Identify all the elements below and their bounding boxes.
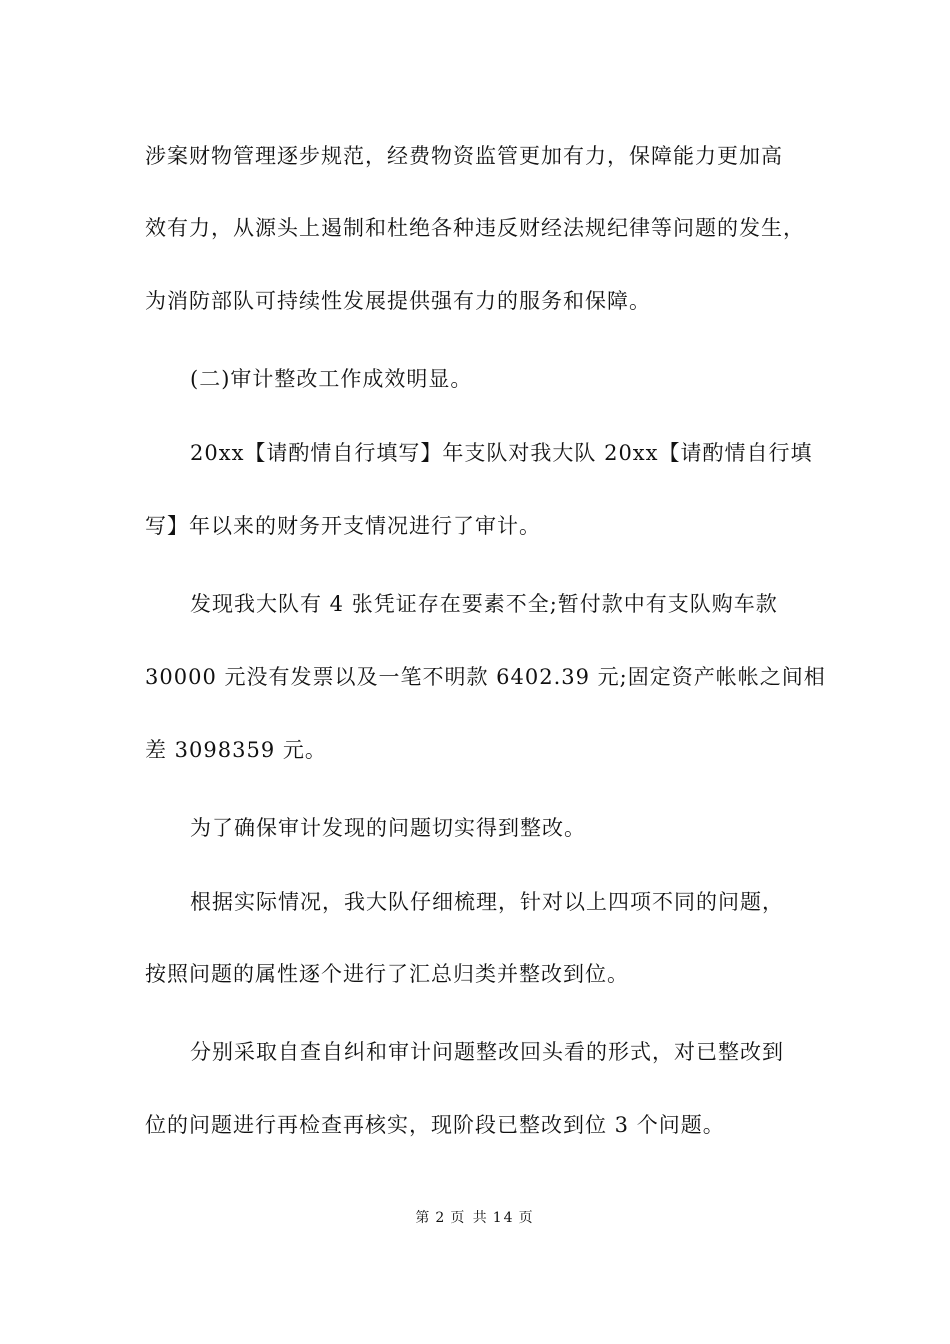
footer-middle: 页 共 — [450, 1210, 489, 1226]
page-footer — [0, 1208, 950, 1228]
text-line: 20xx【请酌情自行填写】年支队对我大队 20xx【请酌情自行填 — [190, 441, 813, 465]
footer-total-pages: 14 — [492, 1210, 515, 1226]
text-line: 分别采取自查自纠和审计问题整改回头看的形式，对已整改到 — [190, 1040, 784, 1064]
text-line: 为消防部队可持续性发展提供强有力的服务和保障。 — [145, 289, 651, 313]
text-line: 涉案财物管理逐步规范，经费物资监管更加有力，保障能力更加高 — [145, 144, 783, 168]
text-line: 位的问题进行再检查再核实，现阶段已整改到位 3 个问题。 — [145, 1113, 725, 1137]
text-line: 根据实际情况，我大队仔细梳理，针对以上四项不同的问题， — [190, 890, 784, 914]
footer-prefix: 第 — [415, 1210, 432, 1226]
text-line: 按照问题的属性逐个进行了汇总归类并整改到位。 — [145, 962, 629, 986]
text-line: 差 3098359 元。 — [145, 738, 327, 762]
text-line: 30000 元没有发票以及一笔不明款 6402.39 元;固定资产帐帐之间相 — [145, 665, 826, 689]
footer-suffix: 页 — [518, 1210, 535, 1226]
text-line: 写】年以来的财务开支情况进行了审计。 — [145, 514, 541, 538]
section-heading: (二)审计整改工作成效明显。 — [190, 367, 473, 391]
text-line: 效有力，从源头上遏制和杜绝各种违反财经法规纪律等问题的发生， — [145, 216, 805, 240]
footer-current-page: 2 — [435, 1210, 447, 1226]
text-line: 发现我大队有 4 张凭证存在要素不全;暂付款中有支队购车款 — [190, 592, 778, 616]
text-line: 为了确保审计发现的问题切实得到整改。 — [190, 816, 586, 840]
